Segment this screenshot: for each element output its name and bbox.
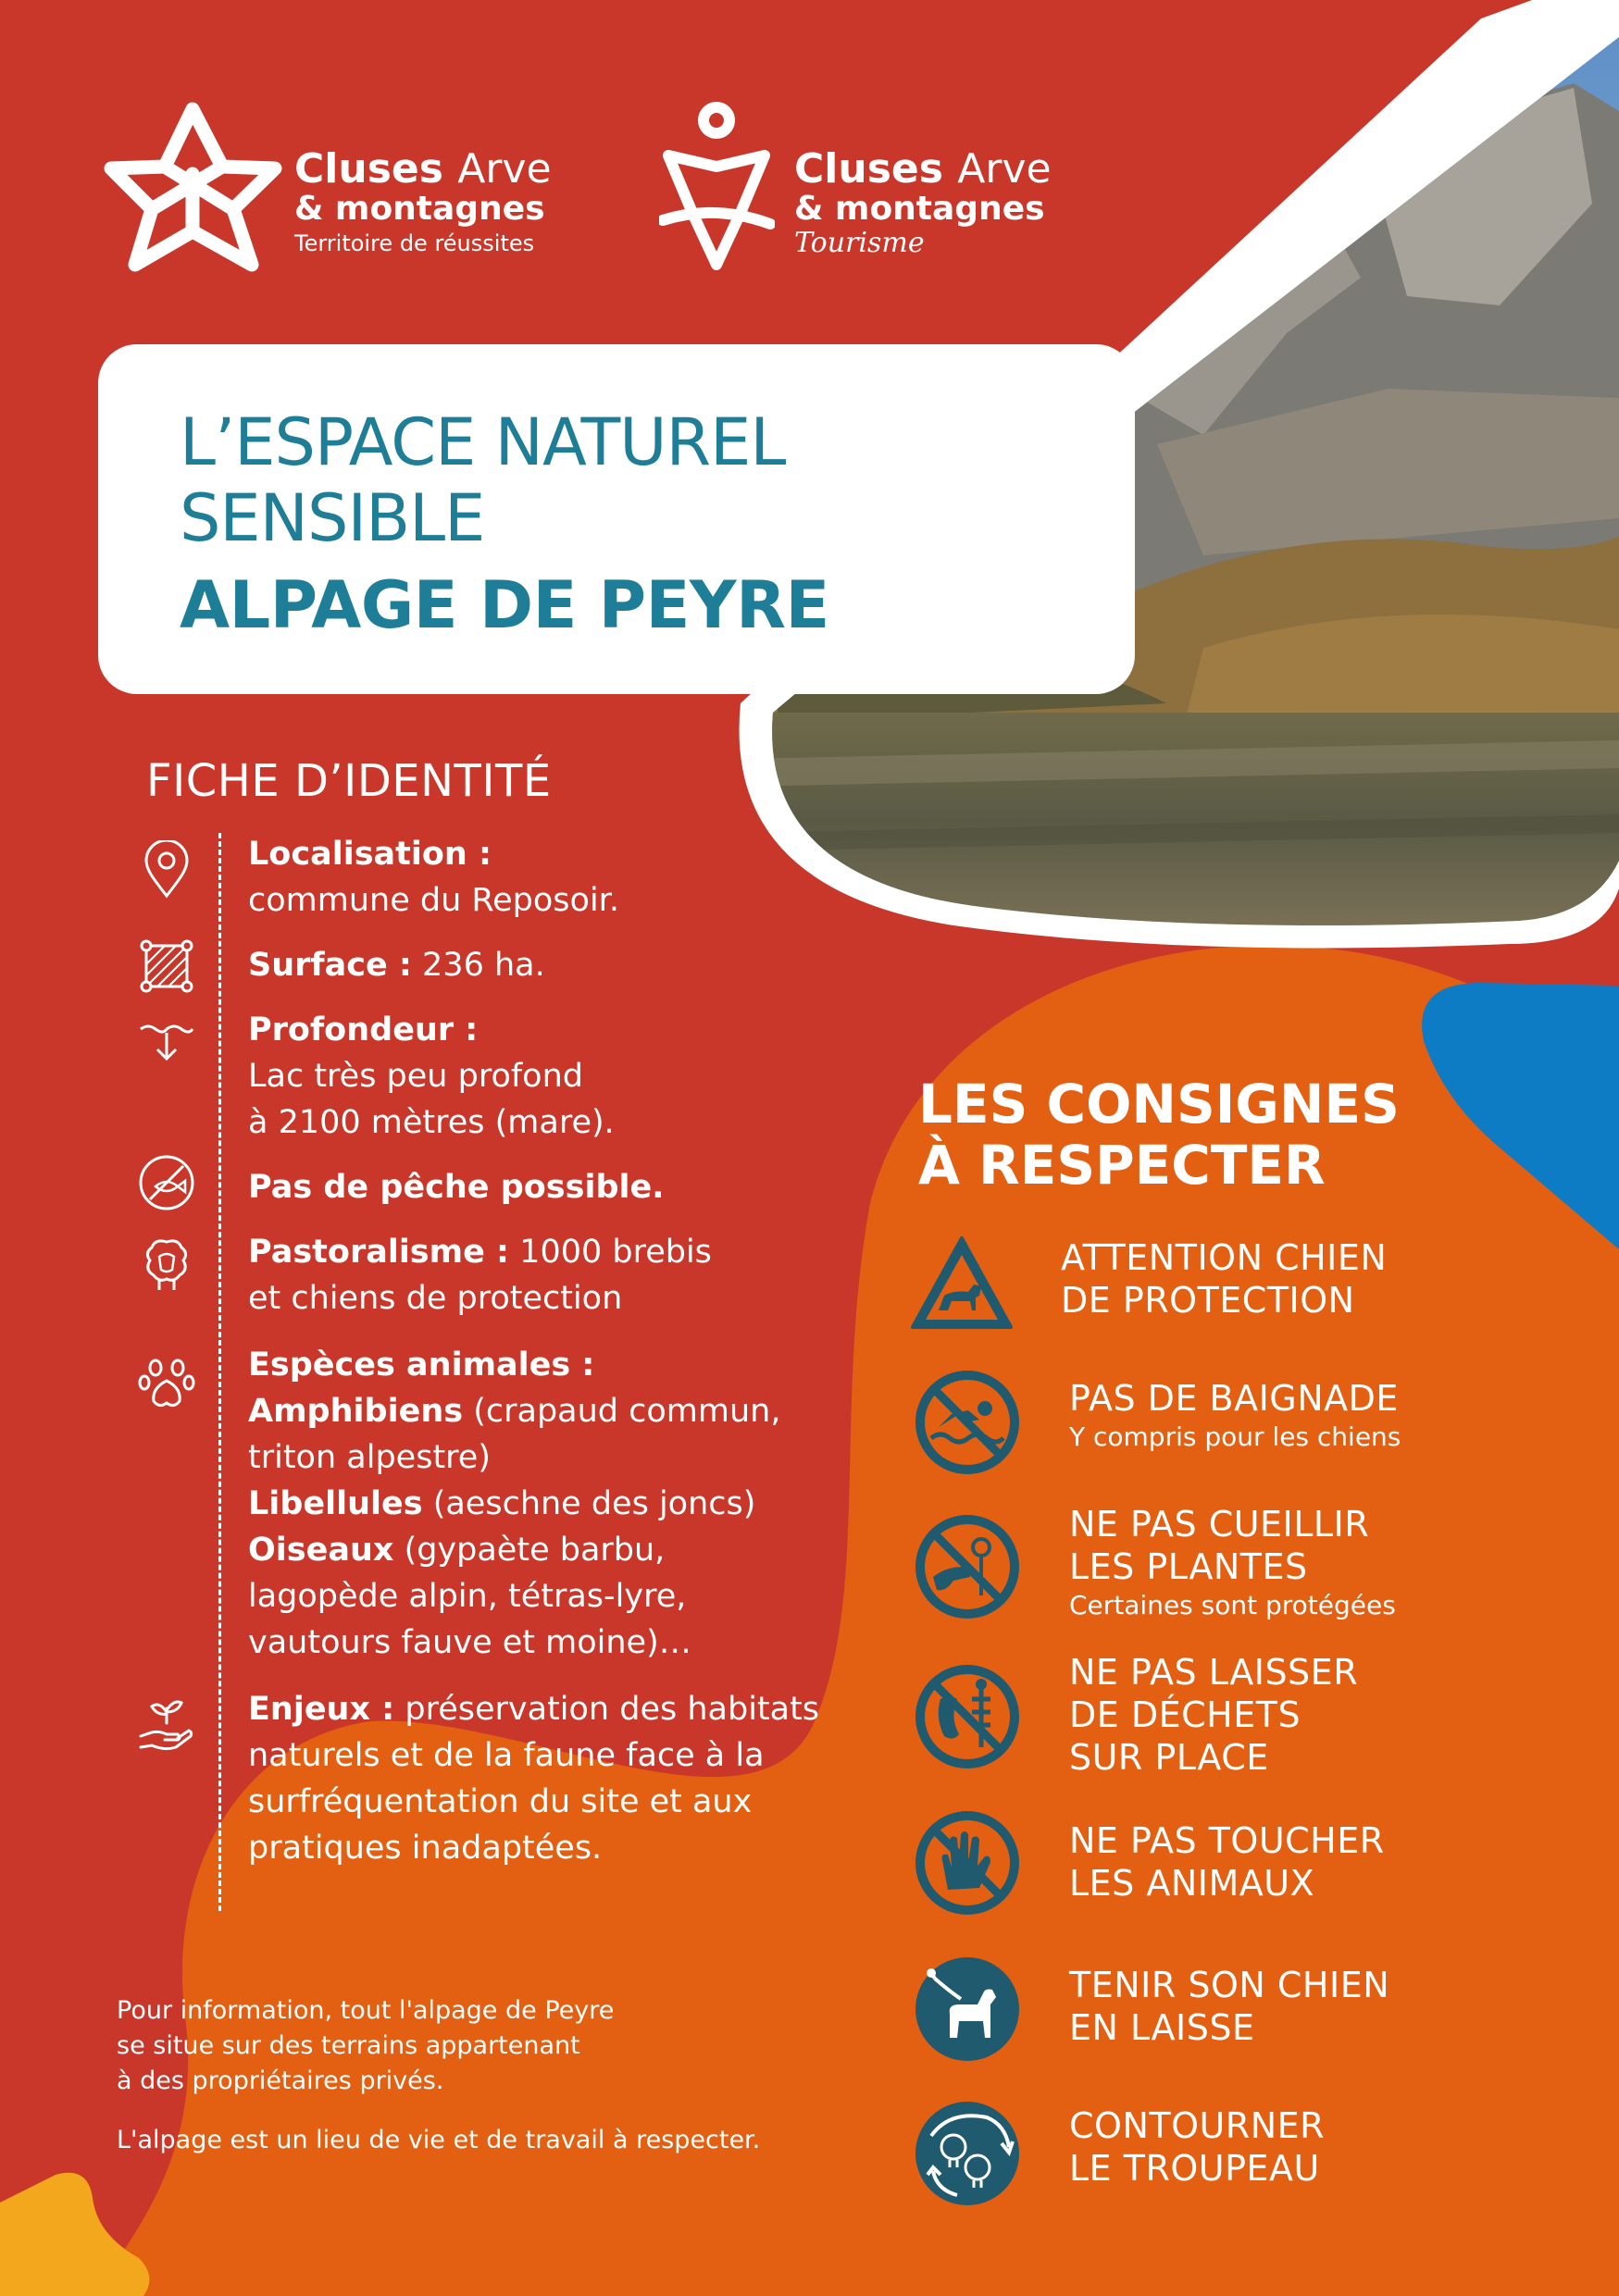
rule-bypass-herd: CONTOURNER LE TROUPEAU: [1069, 2105, 1326, 2189]
hand-plant-icon: [137, 1695, 196, 1755]
depth-arrow-icon: [137, 1012, 196, 1072]
location-pin-icon: [137, 840, 196, 900]
fiche-heading: FICHE D’IDENTITÉ: [146, 755, 552, 807]
dog-warning-icon: [907, 1231, 1016, 1340]
title-card: [98, 344, 1135, 694]
fiche-surface: Surface : 236 ha.: [248, 947, 545, 984]
territoire-logo-text: Cluses Arve & montagnes Territoire de réussites: [294, 145, 552, 256]
info-paragraph: Pour information, tout l'alpage de Peyre se situe sur des terrains appartenant à des propriétaires privés.: [117, 1996, 615, 2095]
paw-print-icon: [137, 1353, 196, 1412]
title-site-name: ALPAGE DE PEYRE: [180, 567, 829, 643]
info-respect-note: L'alpage est un lieu de vie et de travail à respecter.: [117, 2126, 761, 2154]
sheep-icon: [137, 1235, 196, 1294]
fiche-enjeux: Enjeux : préservation des habitats naturels et de la faune face à la surfréquentation du site et aux pratiques inadaptées.: [248, 1691, 820, 1867]
fiche-peche: Pas de pêche possible.: [248, 1169, 665, 1206]
no-picking-flowers-icon: [913, 1512, 1022, 1621]
rule-dog-leash: TENIR SON CHIEN EN LAISSE: [1069, 1965, 1390, 2048]
yellow-star-shape: [0, 2173, 149, 2296]
surface-area-icon: [137, 937, 196, 996]
no-touching-animals-icon: [913, 1808, 1022, 1917]
no-swimming-icon: [913, 1368, 1022, 1477]
rule-no-swimming: PAS DE BAIGNADE Y compris pour les chiens: [1069, 1378, 1401, 1452]
bypass-herd-icon: [913, 2099, 1022, 2208]
fiche-profondeur: Profondeur : Lac très peu profond à 2100 mètres (mare).: [248, 1011, 615, 1141]
tourisme-figure-logo-icon: [659, 102, 775, 276]
rule-no-touching: NE PAS TOUCHER LES ANIMAUX: [1069, 1820, 1385, 1904]
dog-leash-icon: [913, 1955, 1022, 2064]
territoire-star-logo-icon: [104, 100, 283, 272]
rule-no-picking: NE PAS CUEILLIR LES PLANTES Certaines sont protégées: [1069, 1504, 1396, 1620]
title-line-2: SENSIBLE: [180, 480, 485, 556]
rule-no-litter: NE PAS LAISSER DE DÉCHETS SUR PLACE: [1069, 1652, 1359, 1778]
fiche-pastoralisme: Pastoralisme : 1000 brebis et chiens de protection: [248, 1234, 712, 1317]
rule-dog-protection: ATTENTION CHIEN DE PROTECTION: [1061, 1237, 1388, 1321]
fiche-dashed-divider: [218, 833, 221, 1911]
consignes-heading: LES CONSIGNES À RESPECTER: [918, 1073, 1400, 1197]
fiche-especes: Espèces animales : Amphibiens (crapaud commun, triton alpestre) Libellules (aeschne des joncs) Oiseaux (gypaète barbu, lagopède alpin, tétras-lyre, vautours fauve et moine)…: [248, 1347, 781, 1661]
title-line-1: L’ESPACE NATUREL: [180, 404, 786, 480]
no-litter-icon: [913, 1662, 1022, 1771]
no-fishing-icon: [137, 1153, 196, 1212]
fiche-localisation: Localisation : commune du Reposoir.: [248, 836, 619, 919]
tourisme-logo-text: Cluses Arve & montagnes Tourisme: [794, 145, 1052, 259]
